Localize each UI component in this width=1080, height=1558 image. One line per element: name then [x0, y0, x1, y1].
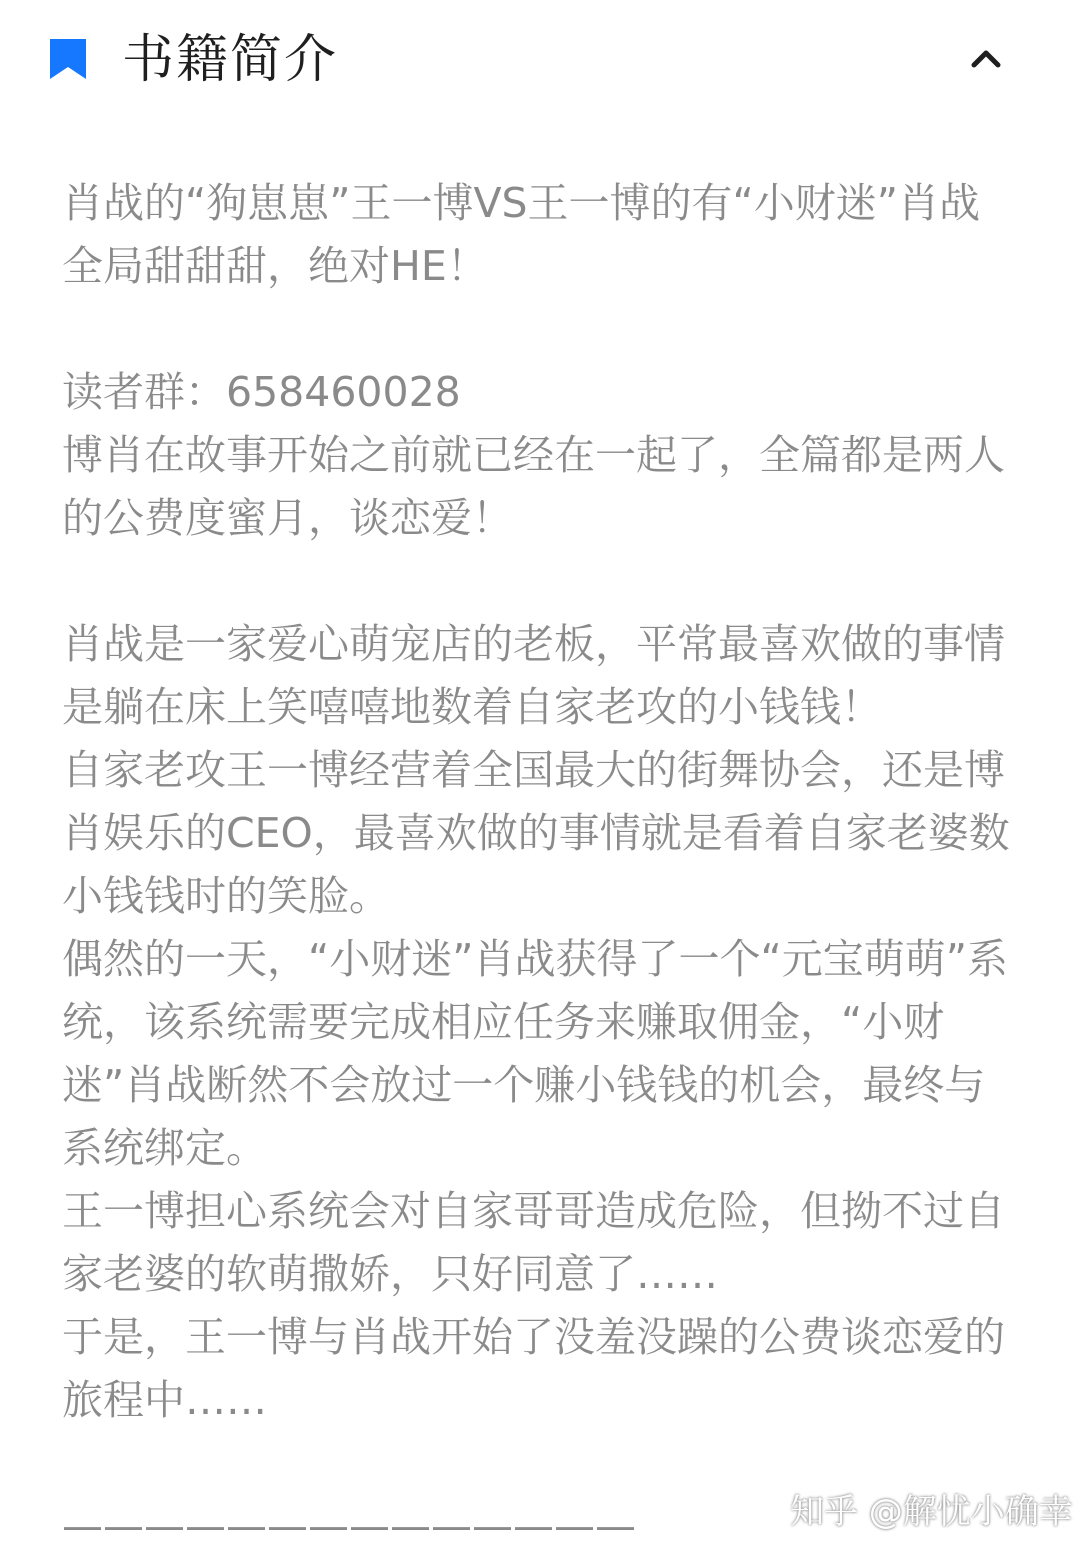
text-divider: ——————————————	[62, 1502, 636, 1550]
intro-paragraph-journey: 于是，王一博与肖战开始了没羞没躁的公费谈恋爱的旅程中……	[62, 1313, 1005, 1424]
intro-paragraph-xiao-zhan: 肖战是一家爱心萌宠店的老板，平常最喜欢做的事情是躺在床上笑嘻嘻地数着自家老攻的小钱钱！	[62, 620, 1005, 731]
intro-paragraph-consent: 王一博担心系统会对自家哥哥造成危险，但拗不过自家老婆的软萌撒娇，只好同意了……	[62, 1187, 1005, 1298]
chevron-up-icon[interactable]	[962, 40, 1010, 76]
book-intro-header[interactable]	[0, 0, 1080, 120]
paragraph-spacer	[62, 298, 1012, 361]
paragraph-spacer	[62, 1432, 1012, 1495]
intro-paragraph-tagline: 肖战的“狗崽崽”王一博VS王一博的有“小财迷”肖战全局甜甜甜，绝对HE！	[62, 179, 981, 290]
reader-group: 读者群：658460028	[62, 368, 461, 416]
book-intro-content	[62, 172, 1012, 1558]
section-title: 书籍简介	[122, 30, 339, 90]
intro-paragraph-wang-yibo: 自家老攻王一博经营着全国最大的街舞协会，还是博肖娱乐的CEO，最喜欢做的事情就是看着自家老婆数小钱钱时的笑脸。	[62, 746, 1010, 920]
watermark: 知乎 @解忧小确幸	[790, 1492, 1073, 1532]
paragraph-spacer	[62, 550, 1012, 613]
bookmark-icon	[48, 37, 88, 81]
intro-paragraph-system: 偶然的一天，“小财迷”肖战获得了一个“元宝萌萌”系统，该系统需要完成相应任务来赚取佣金，“小财迷”肖战断然不会放过一个赚小钱钱的机会，最终与系统绑定。	[62, 935, 1008, 1172]
intro-paragraph-premise: 博肖在故事开始之前就已经在一起了，全篇都是两人的公费度蜜月，谈恋爱！	[62, 431, 1005, 542]
